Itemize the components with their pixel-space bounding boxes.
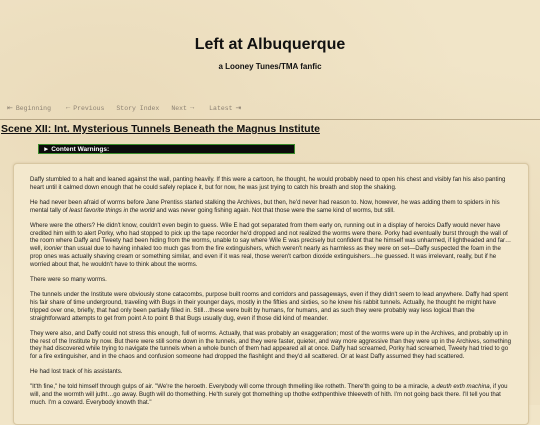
emphasis-text: least favorite things in the world [69, 206, 155, 214]
story-paragraph: Daffy stumbled to a halt and leaned against the wall, panting heavily. If this were a cartoon, he thought, he would probably need to open his chest and visibly fan his also panting heart until it calmed down enough that he could safely replace it, but for now, he was just trying to catch his breath and stop the shaking. [30, 176, 506, 191]
nav-story-index-link[interactable] [116, 105, 159, 112]
page-subtitle: a Looney Tunes/TMA fanfic [218, 62, 322, 71]
nav-next-link[interactable] [171, 104, 197, 112]
story-paragraph: They were also, and Daffy could not stress this enough, full of worms. Actually, that was probably an exaggeration; most of the worms were up in the Archives, and probably up in the rest of the Institute by now. But there were still some down in the tunnels, and they were faster, quieter, and way more aggressive than they were up in the Archives, something they had discovered while trying to navigate the tunnels when a whole bunch of them had appeared all at once. Daffy had screamed, Porky had screamed, Tweety had tried to go for a fire extinguisher, and in the chaos and confusion someone had dropped the flashlight and they'd all scattered. Or at least Daffy assumed they had scattered. [30, 329, 511, 361]
nav-story-index-label: Story Index [116, 104, 160, 112]
story-paragraph: He had never been afraid of worms before Jane Prentiss started stalking the Archives, but then, he'd never had reason to. Now, however, he was adding them to spiders in his mental tally of least favorite things in the world and was never going fishing again. Not that those were the same kind of worms, but still. [30, 198, 500, 214]
arrow-left-bar-icon: ⇤ [7, 104, 13, 113]
nav-latest-label: Latest [209, 104, 233, 112]
story-paragraph: "It'th fine," he told himself through gulps of air. "We're the heroeth. Everybody will come through thmelling like rotheth. There'th going to be a miracle, a deuth exth machina, if you will, and the wormth will jutht…go away. Bugth will do thomething. He'th surely got thomething up thothe exthpenthive thleeveth of hith. I'm not going back there. I'll tell you that much. I'm a coward. Everybody knowth that." [30, 383, 508, 406]
nav-previous-label: Previous [73, 104, 105, 112]
emphasis-text: loonier [43, 245, 63, 253]
nav-beginning-label: Beginning [15, 104, 51, 112]
story-paragraph: He had lost track of his assistants. [30, 368, 123, 376]
nav-next-label: Next [171, 104, 187, 112]
arrow-left-icon: ← [65, 104, 71, 112]
emphasis-text: deuth exth machina [436, 383, 490, 391]
story-paragraph: There were so many worms. [30, 276, 107, 284]
nav-previous-link[interactable] [63, 104, 104, 112]
arrow-right-bar-icon: ⇥ [235, 104, 242, 113]
story-text [14, 164, 528, 407]
nav-beginning-link[interactable] [4, 104, 51, 113]
story-paragraph: The tunnels under the Institute were obviously stone catacombs, purpose built rooms and corridors and passageways, even if they didn't seem to lead anywhere. Daffy had spent his fair share of time underground, traveling with Bugs in their younger days, mostly in the fifties and sixties, so he knew his rabbit tunnels. Actually, he thought he might have tripped over one, briefly, that had only been partially filled in. Still…these were built by humans, for humans, and as such they were probably way less logical than the straightforward attempts to get from point A to point B that Bugs usually dug, even if those did kind of meander. [30, 290, 508, 322]
content-warnings-label: ► Content Warnings: [43, 145, 110, 153]
content-warnings-toggle[interactable] [38, 144, 295, 154]
arrow-right-icon: → [189, 104, 195, 112]
page-title: Left at Albuquerque [194, 36, 346, 53]
nav-latest-link[interactable] [209, 104, 244, 113]
story-navigation [4, 101, 304, 115]
story-content-box [13, 163, 529, 425]
story-paragraph: Where were the others? He didn't know, couldn't even begin to guess. Wile E had got separated from them early on, running out in a display of heroics Daffy would never have credited him with to alert Porky, who had stopped to pick up the tape recorder he'd dropped and not realized the worms were there. Porky had eventually burst through the wall of the room where Daffy and Tweety had been hiding from the worms, unable to say where Wile E was precisely but confident that he himself was unharmed, if lightheaded and far…well, loonier than usual due to having inhaled too much gas from the fire extinguishers, which weren't nearly as harmless as they were on set—Daffy suspected the foam in the prop ones was actually shaving cream or something similar, and even if it was real, those weren't carbon dioxide extinguishers…he guessed. It was irrelevant, really, but if he worried about that, he wouldn't have to think about the worms. [30, 221, 512, 269]
scene-heading: Scene XII: Int. Mysterious Tunnels Beneath the Magnus Institute [1, 123, 320, 135]
header-divider [0, 119, 540, 120]
